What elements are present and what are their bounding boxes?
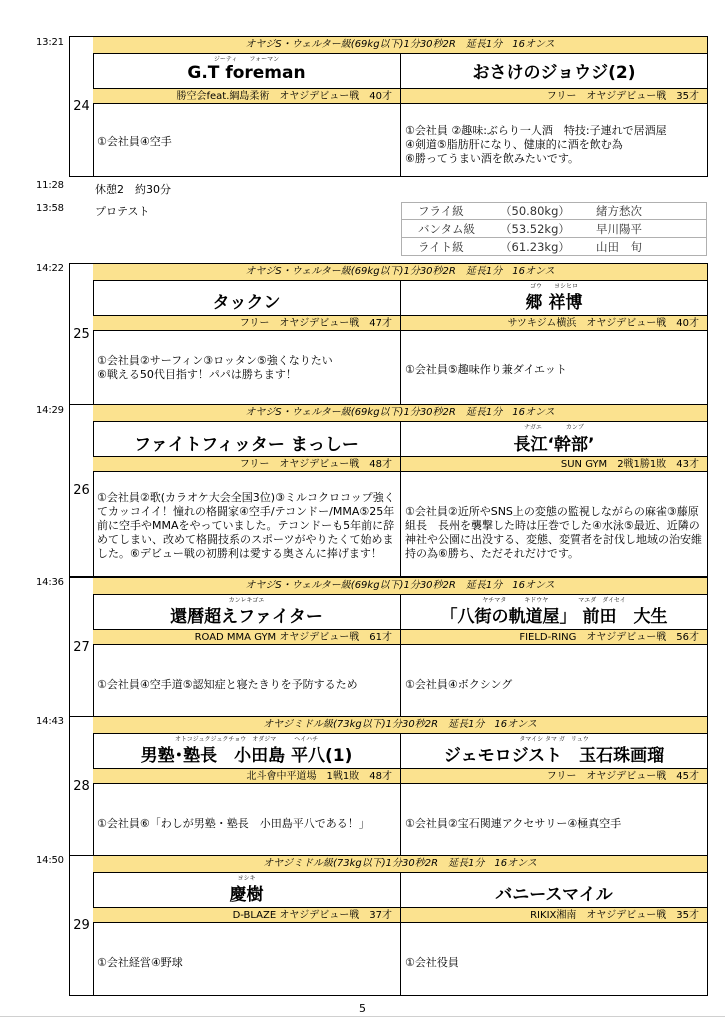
fighter-profile: ①会社員⑤趣味作り兼ダイエット (405, 363, 567, 376)
bout-time: 14:36 (36, 577, 64, 588)
bout-24 (69, 36, 708, 177)
fighter-affiliation: フリー オヤジデビュー戦 48才 (93, 456, 400, 472)
name-ruby: ヨシキ (237, 875, 256, 882)
bout-time: 14:43 (36, 716, 64, 727)
bout-number: 28 (70, 717, 94, 855)
fighter-affiliation: フリー オヤジデビュー戦 45才 (401, 768, 707, 784)
protest-time: 13:58 (36, 203, 64, 214)
fighter-name: ファイトフィッター まっしー (134, 435, 359, 455)
name-ruby: カンレキゴエ (228, 597, 265, 604)
fighter-left (93, 53, 401, 176)
fighter-affiliation: 北斗會中平道場 1戦1敗 48才 (93, 768, 400, 784)
name-ruby: ゴウ ヨシヒロ (529, 283, 578, 290)
fighter-profile: ①会社員②宝石関連アクセサリー④極真空手 (405, 817, 622, 830)
fighter-right (401, 280, 707, 404)
bout-number: 25 (70, 264, 94, 404)
fighter-affiliation: フリー オヤジデビュー戦 47才 (93, 315, 400, 331)
fighter-left (93, 872, 401, 995)
fighter-name: 「八街の軌道屋」 前田 大生 (440, 607, 668, 627)
weight-class-bar: オヤジミドル級(73kg以下)1分30秒2R 延長1分 16オンス (93, 856, 707, 873)
fighter-profile: ①会社員②サーフィン③ロッタン⑤強くなりたい ⑥戦える50代目指す！パパは勝ちます！ (97, 354, 333, 381)
fighter-name: おさけのジョウジ(2) (472, 63, 636, 83)
fighter-right (401, 421, 707, 576)
bout-28 (69, 716, 708, 856)
name-ruby: オトコジュクジュクチョウ オダジマ ヘイハチ (174, 736, 319, 743)
fighter-profile: ①会社員④空手道⑤認知症と寝たきりを予防するため (97, 678, 358, 691)
fighter-left (93, 733, 401, 855)
weight-row: バンタム級 （53.52kg） 早川陽平 (401, 220, 707, 238)
weight-row: フライ級 （50.80kg） 緒方愁次 (401, 202, 707, 220)
fighter-profile: ①会社員④空手 (97, 135, 172, 148)
fighter-affiliation: サツキジム横浜 オヤジデビュー戦 40才 (401, 315, 707, 331)
fighter-profile: ①会社員②歌(カラオケ大会全国3位)③ミルコクロコップ強くてカッコイイ！憧れの格闘家④空手/テコンドー/MMA⑤25年前に空手やMMAをやっていました。テコンドーも5年前に辞めてしまい、改めて格闘技系のスポーツがやりたくて始めました。⑥デビュー戦の初勝利は愛する奥さんに捧げます！ (97, 491, 395, 560)
fighter-name: 男塾･塾長 小田島 平八(1) (140, 746, 353, 766)
weight-class-bar: オヤジS・ウェルター級(69kg以下)1分30秒2R 延長1分 16オンス (93, 264, 707, 281)
fighter-affiliation: ROAD MMA GYM オヤジデビュー戦 61才 (93, 629, 400, 645)
fighter-name: ジェモロジスト 玉石珠画瑠 (443, 746, 665, 766)
weight-class-bar: オヤジS・ウェルター級(69kg以下)1分30秒2R 延長1分 16オンス (93, 578, 707, 595)
bout-25 (69, 263, 708, 405)
fighter-name: 長江‘幹部’ (513, 435, 595, 455)
bout-time: 13:21 (36, 37, 64, 48)
bout-27 (69, 577, 708, 717)
bout-time: 14:29 (36, 405, 64, 416)
protest-weights-table (401, 202, 707, 256)
bout-time: 14:50 (36, 855, 64, 866)
fighter-left (93, 594, 401, 716)
bout-number: 26 (70, 405, 94, 576)
name-ruby: ヤチマタ キドウヤ マエダ ダイセイ (482, 597, 626, 604)
rest-label: 休憩2 約30分 (95, 183, 171, 196)
fighter-profile: ①会社役員 (405, 956, 459, 969)
weight-class-bar: オヤジS・ウェルター級(69kg以下)1分30秒2R 延長1分 16オンス (93, 37, 707, 54)
name-ruby: タマイシ タマ ガ リュウ (519, 736, 589, 743)
weight-class-bar: オヤジS・ウェルター級(69kg以下)1分30秒2R 延長1分 16オンス (93, 405, 707, 422)
fighter-left (93, 421, 401, 576)
fighter-affiliation: フリー オヤジデビュー戦 35才 (401, 88, 707, 104)
fighter-profile: ①会社員⑥「わしが男塾・塾長 小田島平八である！」 (97, 817, 370, 830)
fighter-name: バニースマイル (495, 885, 613, 905)
fighter-left (93, 280, 401, 404)
bout-time: 14:22 (36, 263, 64, 274)
fighter-affiliation: SUN GYM 2戦1勝1敗 43才 (401, 456, 707, 472)
fighter-name: G.T foreman (187, 63, 306, 83)
protest-label: プロテスト (95, 205, 150, 218)
footer-divider (0, 1016, 725, 1017)
fighter-right (401, 872, 707, 995)
fighter-affiliation: RIKIX湘南 オヤジデビュー戦 35才 (401, 907, 707, 923)
fighter-profile: ①会社員②近所やSNS上の変態の監視しながらの麻雀③藤原組長 長州を襲撃した時は圧巻でした④水泳⑤最近、近隣の神社や公園に出没する、変態、変質者を討伐し地域の治安維持の為⑥勝ち、ただそれだけです。 (405, 505, 702, 560)
rest-time: 11:28 (36, 180, 64, 191)
fighter-name: 還暦超えファイター (170, 607, 323, 627)
fighter-affiliation: D-BLAZE オヤジデビュー戦 37才 (93, 907, 400, 923)
fighter-right (401, 733, 707, 855)
name-ruby: ジーティ フォーマン (213, 56, 280, 63)
fighter-affiliation: FIELD-RING オヤジデビュー戦 56才 (401, 629, 707, 645)
page-number: 5 (359, 1002, 366, 1015)
bout-26 (69, 404, 708, 577)
bout-number: 29 (70, 856, 94, 995)
weight-row: ライト級 （61.23kg） 山田 旬 (401, 238, 707, 256)
name-ruby: ナガエ カンブ (524, 424, 584, 431)
bout-number: 27 (70, 578, 94, 716)
fighter-name: 慶樹 (229, 885, 264, 905)
fighter-profile: ①会社員④ボクシング (405, 678, 513, 691)
bout-number: 24 (70, 37, 94, 176)
fighter-name: 郷 祥博 (525, 293, 583, 313)
fighter-right (401, 594, 707, 716)
bout-29 (69, 855, 708, 996)
fighter-right (401, 53, 707, 176)
weight-class-bar: オヤジミドル級(73kg以下)1分30秒2R 延長1分 16オンス (93, 717, 707, 734)
fighter-affiliation: 勝空会feat.綱島柔術 オヤジデビュー戦 40才 (93, 88, 400, 104)
fighter-profile: ①会社経営④野球 (97, 956, 183, 969)
fighter-profile: ①会社員 ②趣味:ぶらり一人酒 特技:子連れで居酒屋 ④剣道⑤脂肪肝になり、健康的に酒を飲む為 ⑥勝ってうまい酒を飲みたいです。 (405, 124, 667, 165)
fighter-name: タックン (212, 293, 281, 313)
